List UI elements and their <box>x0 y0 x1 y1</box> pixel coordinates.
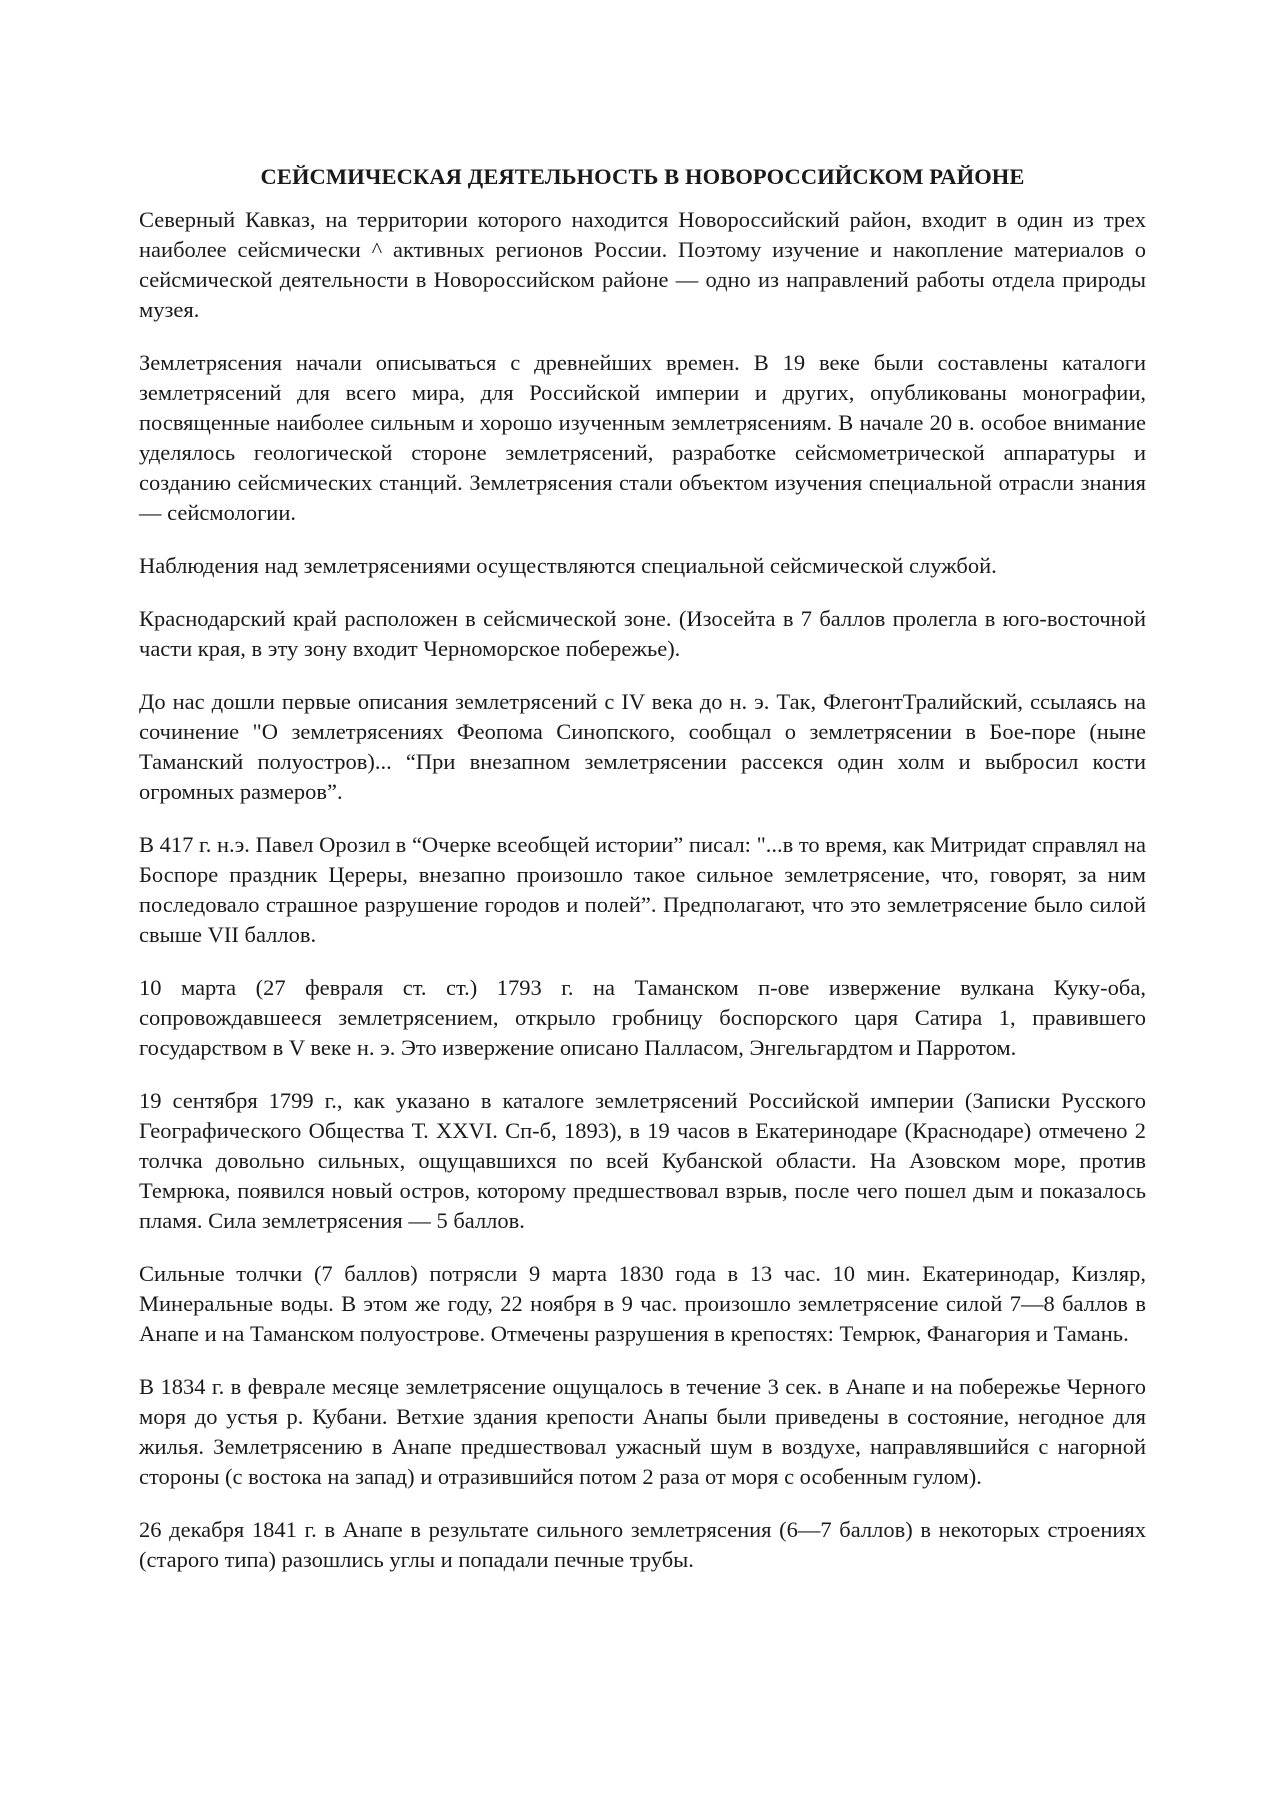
document-title: СЕЙСМИЧЕСКАЯ ДЕЯТЕЛЬНОСТЬ В НОВОРОССИЙСКОМ РАЙОНЕ <box>260 164 1025 189</box>
paragraph-417: В 417 г. н.э. Павел Орозил в “Очерке всеобщей истории” писал: "...в то время, как Митридат справлял на Боспоре праздник Цереры, внезапно произошло такое сильное землетрясение, что, говорят, за ним последовало страшное разрушение городов и полей”. Предполагают, что это землетрясение было силой свыше VII баллов. <box>139 832 1146 947</box>
document-page <box>139 162 1146 1598</box>
paragraph-observation: Наблюдения над землетрясениями осуществляются специальной сейсмической службой. <box>139 553 997 578</box>
paragraph-ancient: До нас дошли первые описания землетрясений с IV века до н. э. Так, ФлегонтТралийский, ссылаясь на сочинение "О землетрясениях Феопома Синопского, сообщал о землетрясении в Бое-поре (ныне Таманский полуостров)... “При внезапном землетрясении рассекся один холм и выбросил кости огромных размеров”. <box>139 689 1146 804</box>
paragraph-intro: Северный Кавказ, на территории которого находится Новороссийский район, входит в один из трех наиболее сейсмически ^ активных регионов России. Поэтому изучение и накопление материалов о сейсмической деятельности в Новороссийском районе — одно из направлений работы отдела природы музея. <box>139 207 1146 322</box>
paragraph-history: Землетрясения начали описываться с древнейших времен. В 19 веке были составлены каталоги землетрясений для всего мира, для Российской империи и других, опубликованы монографии, посвященные наиболее сильным и хорошо изученным землетрясениям. В начале 20 в. особое внимание уделялось геологической стороне землетрясений, разработке сейсмометрической аппаратуры и созданию сейсмических станций. Землетрясения стали объектом изучения специальной отрасли знания — сейсмологии. <box>139 350 1146 525</box>
paragraph-1841: 26 декабря 1841 г. в Анапе в результате сильного землетрясения (6—7 баллов) в некоторых строениях (старого типа) разошлись углы и попадали печные трубы. <box>139 1517 1146 1572</box>
paragraph-1793: 10 марта (27 февраля ст. ст.) 1793 г. на Таманском п-ове извержение вулкана Куку-оба, сопровождавшееся землетрясением, открыло гробницу боспорского царя Сатира 1, правившего государством в V веке н. э. Это извержение описано Палласом, Энгельгардтом и Парротом. <box>139 975 1146 1060</box>
paragraph-krasnodar: Краснодарский край расположен в сейсмической зоне. (Изосейта в 7 баллов пролегла в юго-восточной части края, в эту зону входит Черноморское побережье). <box>139 606 1146 661</box>
paragraph-1834: В 1834 г. в феврале месяце землетрясение ощущалось в течение 3 сек. в Анапе и на побережье Черного моря до устья р. Кубани. Ветхие здания крепости Анапы были приведены в состояние, негодное для жилья. Землетрясению в Анапе предшествовал ужасный шум в воздухе, направлявшийся с нагорной стороны (с востока на запад) и отразившийся потом 2 раза от моря с особенным гулом). <box>139 1374 1146 1489</box>
paragraph-1799: 19 сентября 1799 г., как указано в каталоге землетрясений Российской империи (Записки Русского Географического Общества Т. XXVI. Сп-б, 1893), в 19 часов в Екатеринодаре (Краснодаре) отмечено 2 толчка довольно сильных, ощущавшихся по всей Кубанской области. На Азовском море, против Темрюка, появился новый остров, которому предшествовал взрыв, после чего пошел дым и показалось пламя. Сила землетрясения — 5 баллов. <box>139 1088 1146 1233</box>
paragraph-1830: Сильные толчки (7 баллов) потрясли 9 марта 1830 года в 13 час. 10 мин. Екатеринодар, Кизляр, Минеральные воды. В этом же году, 22 ноября в 9 час. произошло землетрясение силой 7—8 баллов в Анапе и на Таманском полуострове. Отмечены разрушения в крепостях: Темрюк, Фанагория и Тамань. <box>139 1261 1146 1346</box>
